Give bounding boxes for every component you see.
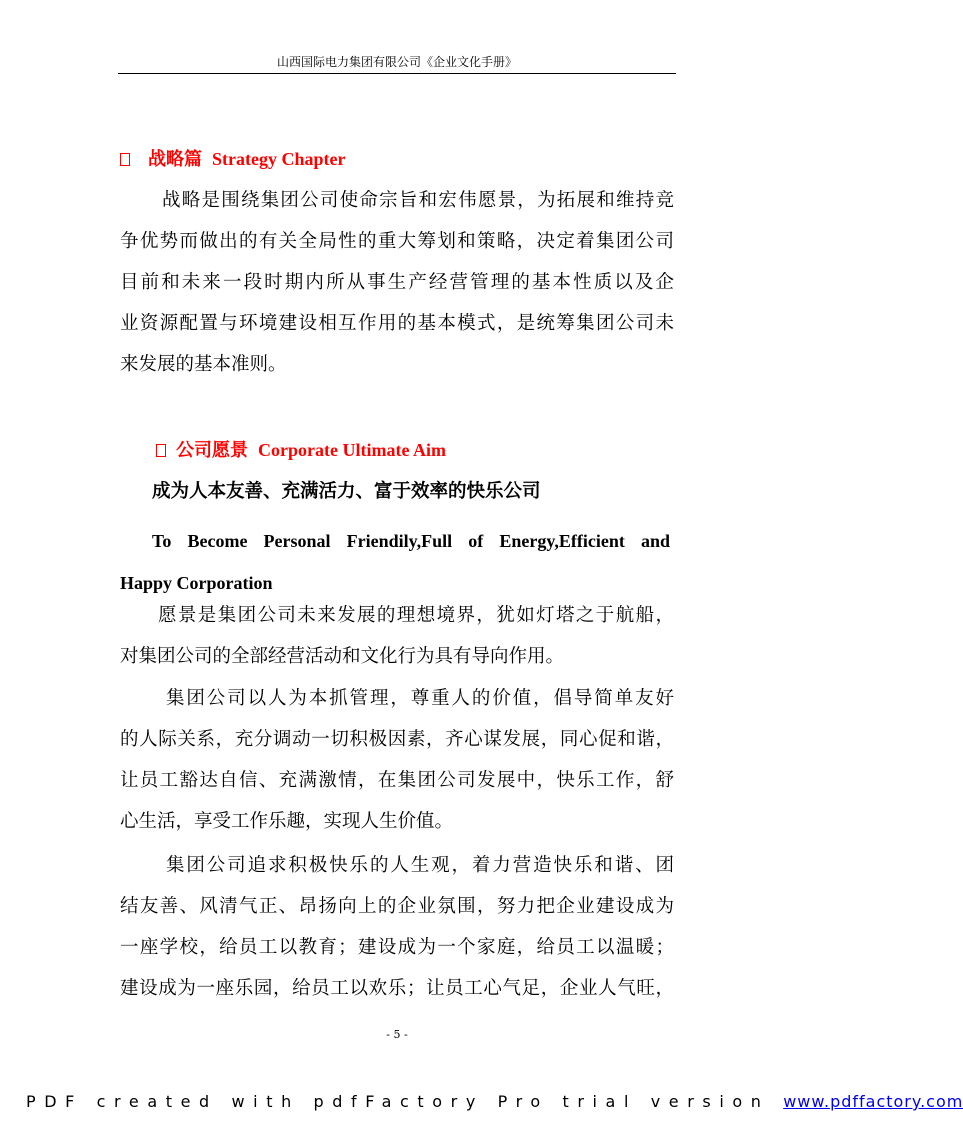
vision-title-zh: 公司愿景 xyxy=(176,440,248,460)
vision-slogan-en xyxy=(120,520,670,604)
paragraph-line: 一座学校，给员工以教育；建设成为一个家庭，给员工以温暖； xyxy=(120,937,674,958)
header-divider xyxy=(118,73,676,74)
paragraph-line: 来发展的基本准则。 xyxy=(120,354,287,375)
paragraph-line: 对集团公司的全部经营活动和文化行为具有导向作用。 xyxy=(120,646,565,667)
paragraph-line: 集团公司以人为本抓管理，尊重人的价值，倡导简单友好 xyxy=(166,688,674,709)
paragraph-line: 业资源配置与环境建设相互作用的基本模式，是统筹集团公司未 xyxy=(120,313,674,334)
paragraph-line: 让员工豁达自信、充满激情，在集团公司发展中，快乐工作，舒 xyxy=(120,770,674,791)
vision-slogan-zh: 成为人本友善、充满活力、富于效率的快乐公司 xyxy=(152,481,541,502)
page-number: - 5 - xyxy=(386,1028,408,1041)
paragraph-line: 建设成为一座乐园，给员工以欢乐；让员工心气足，企业人气旺， xyxy=(120,978,674,999)
paragraph-line: 愿景是集团公司未来发展的理想境界，犹如灯塔之于航船， xyxy=(158,605,674,626)
vision-paragraph-3 xyxy=(120,845,674,1009)
paragraph-line: 集团公司追求积极快乐的人生观，着力营造快乐和谐、团 xyxy=(166,855,674,876)
paragraph-line: 心生活，享受工作乐趣，实现人生价值。 xyxy=(120,811,454,832)
slogan-en-line: To Become Personal Friendily,Full of Energy,Efficient and xyxy=(152,531,670,551)
paragraph-line: 目前和未来一段时期内所从事生产经营管理的基本性质以及企 xyxy=(120,272,674,293)
strategy-title-zh: 战略篇 xyxy=(148,149,202,169)
vision-title-en: Corporate Ultimate Aim xyxy=(258,440,446,460)
vision-paragraph-2 xyxy=(120,678,674,842)
running-header: 山西国际电力集团有限公司《企业文化手册》 xyxy=(276,55,517,69)
bullet-icon xyxy=(156,444,166,457)
vision-paragraph-1 xyxy=(120,595,674,677)
strategy-section-title xyxy=(120,147,345,171)
bullet-icon xyxy=(120,153,130,166)
paragraph-line: 战略是围绕集团公司使命宗旨和宏伟愿景，为拓展和维持竞 xyxy=(162,190,674,211)
paragraph-line: 争优势而做出的有关全局性的重大筹划和策略，决定着集团公司 xyxy=(120,231,674,252)
strategy-paragraph xyxy=(120,180,674,385)
vision-section-title xyxy=(156,438,446,462)
paragraph-line: 的人际关系，充分调动一切积极因素，齐心谋发展，同心促和谐， xyxy=(120,729,674,750)
strategy-title-en: Strategy Chapter xyxy=(212,149,346,169)
slogan-en-line: Happy Corporation xyxy=(120,573,273,593)
footer-link[interactable]: www.pdffactory.com xyxy=(783,1092,963,1111)
pdf-watermark-footer xyxy=(26,1092,963,1111)
paragraph-line: 结友善、风清气正、昂扬向上的企业氛围，努力把企业建设成为 xyxy=(120,896,674,917)
footer-text: PDF created with pdfFactory Pro trial version xyxy=(26,1092,770,1111)
